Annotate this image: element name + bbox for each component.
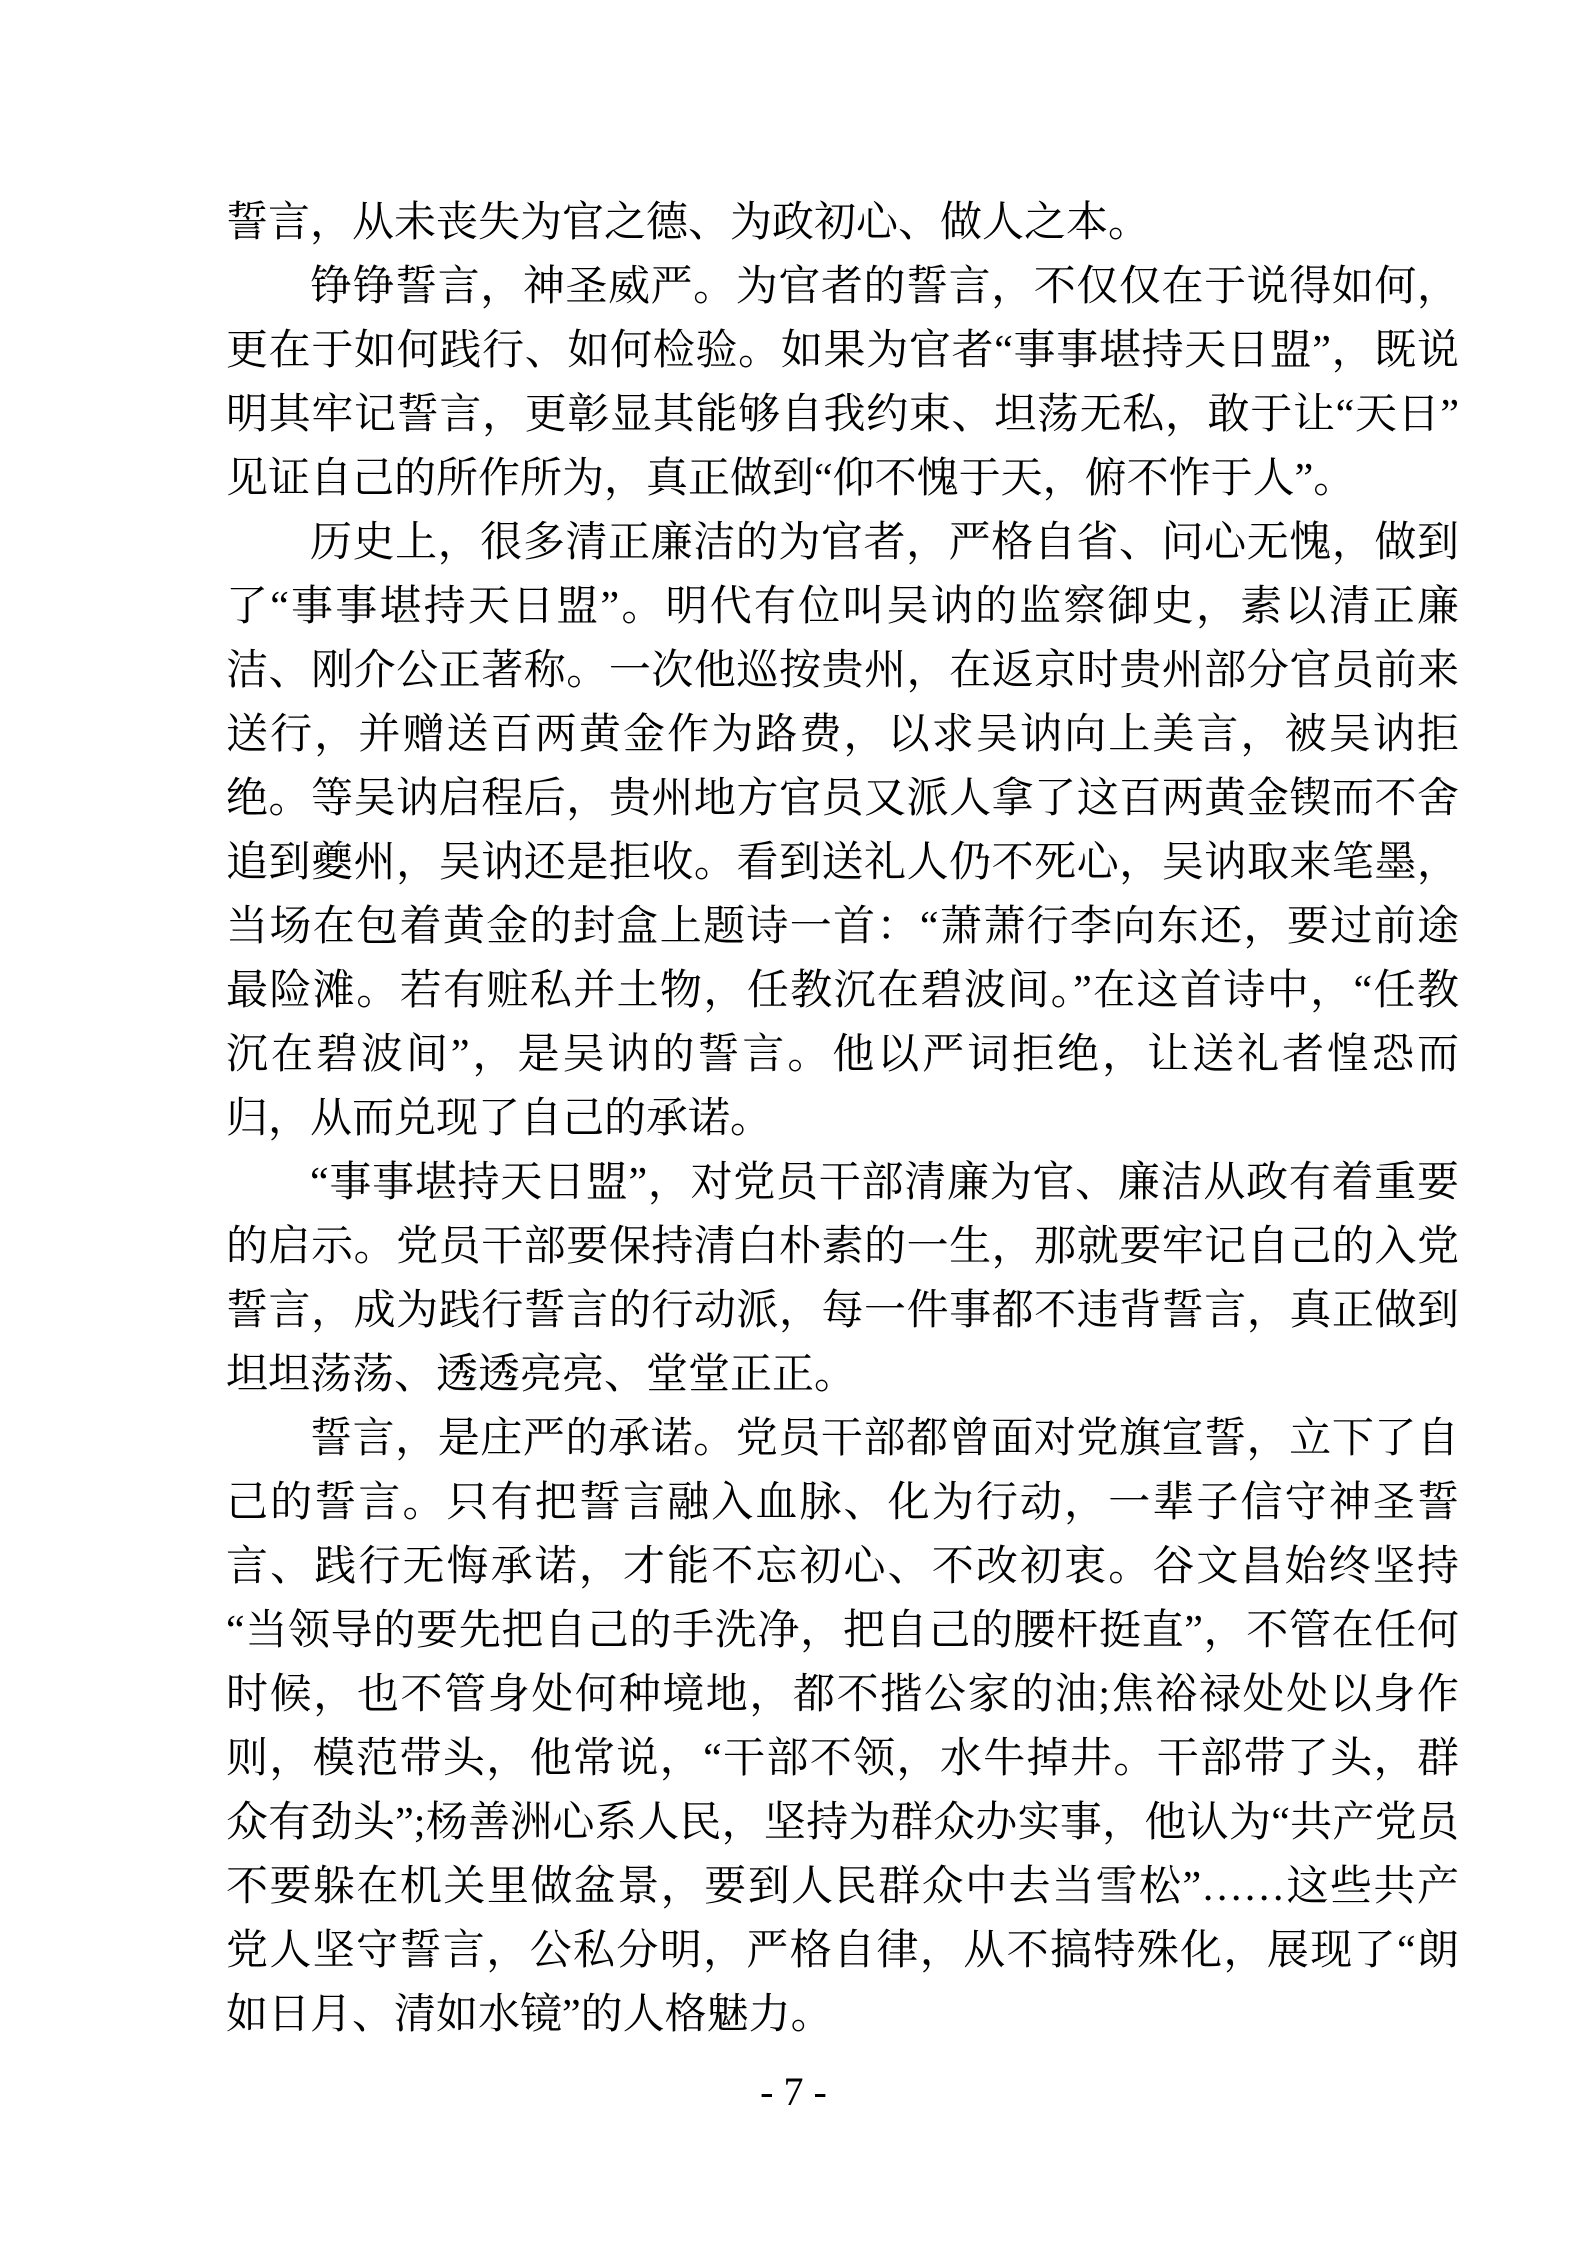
paragraph: 铮铮誓言，神圣威严。为官者的誓言，不仅仅在于说得如何，更在于如何践行、如何检验。如果为官者“事事堪持天日盟”，既说明其牢记誓言，更彰显其能够自我约束、坦荡无私，敢于让“天日”见证自己的所作所为，真正做到“仰不愧于天，俯不怍于人”。: [226, 264, 1459, 502]
page-footer: [0, 2068, 1587, 2116]
paragraph-continuation: 誓言，从未丧失为官之德、为政初心、做人之本。: [226, 200, 1151, 246]
document-body: [226, 191, 1459, 2047]
page-number: - 7 -: [760, 2069, 827, 2114]
paragraph: 历史上，很多清正廉洁的为官者，严格自省、问心无愧，做到了“事事堪持天日盟”。明代有位叫吴讷的监察御史，素以清正廉洁、刚介公正著称。一次他巡按贵州，在返京时贵州部分官员前来送行，并赠送百两黄金作为路费，以求吴讷向上美言，被吴讷拒绝。等吴讷启程后，贵州地方官员又派人拿了这百两黄金锲而不舍追到夔州，吴讷还是拒收。看到送礼人仍不死心，吴讷取来笔墨，当场在包着黄金的封盒上题诗一首：“萧萧行李向东还，要过前途最险滩。若有赃私并土物，任教沉在碧波间。”在这首诗中，“任教沉在碧波间”，是吴讷的誓言。他以严词拒绝，让送礼者惶恐而归，从而兑现了自己的承诺。: [226, 520, 1459, 1142]
paragraph: 誓言，是庄严的承诺。党员干部都曾面对党旗宣誓，立下了自己的誓言。只有把誓言融入血脉、化为行动，一辈子信守神圣誓言、践行无悔承诺，才能不忘初心、不改初衷。谷文昌始终坚持“当领导的要先把自己的手洗净，把自己的腰杆挺直”，不管在任何时候，也不管身处何种境地，都不揩公家的油;焦裕禄处处以身作则，模范带头，他常说，“干部不领，水牛掉井。干部带了头，群众有劲头”;杨善洲心系人民，坚持为群众办实事，他认为“共产党员不要躲在机关里做盆景，要到人民群众中去当雪松”……这些共产党人坚守誓言，公私分明，严格自律，从不搞特殊化，展现了“朗如日月、清如水镜”的人格魅力。: [226, 1416, 1459, 2038]
paragraph: “事事堪持天日盟”，对党员干部清廉为官、廉洁从政有着重要的启示。党员干部要保持清白朴素的一生，那就要牢记自己的入党誓言，成为践行誓言的行动派，每一件事都不违背誓言，真正做到坦坦荡荡、透透亮亮、堂堂正正。: [226, 1160, 1459, 1398]
